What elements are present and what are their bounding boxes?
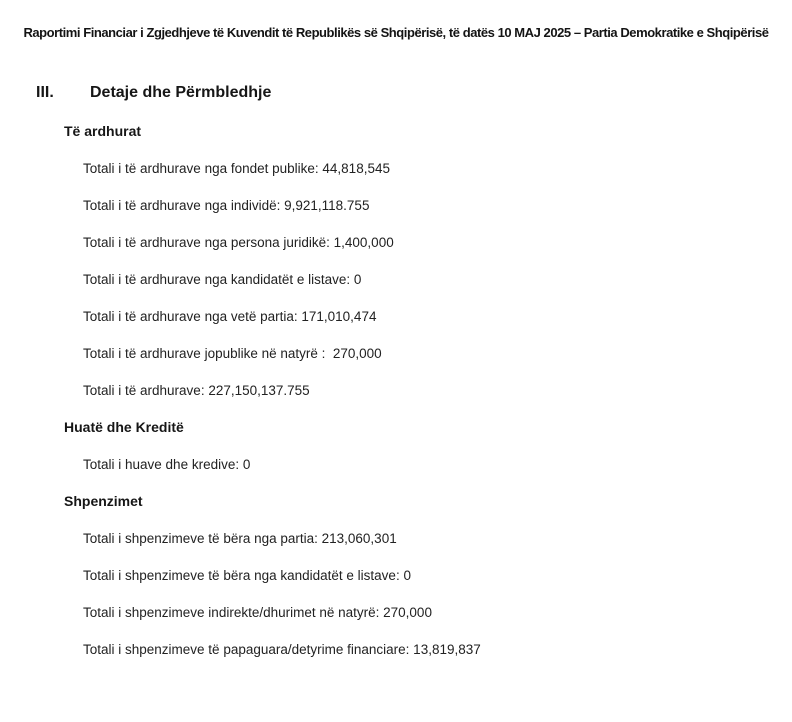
- report-line-total-revenues: Totali i të ardhurave: 227,150,137.755: [83, 383, 310, 398]
- report-line-individuals: Totali i të ardhurave nga individë: 9,921,118.755: [83, 198, 370, 213]
- report-line-legal-persons: Totali i të ardhurave nga persona juridikë: 1,400,000: [83, 235, 394, 250]
- main-section-heading: [36, 83, 792, 102]
- report-line-party-own: Totali i të ardhurave nga vetë partia: 171,010,474: [83, 309, 377, 324]
- subsection-heading-loans-credits: Huatë dhe Kreditë: [64, 419, 184, 435]
- subsection-heading-revenues: Të ardhurat: [64, 123, 142, 139]
- report-line-total-loans: Totali i huave dhe kredive: 0: [83, 457, 251, 472]
- report-line-list-candidates-revenue: Totali i të ardhurave nga kandidatët e listave: 0: [83, 272, 362, 287]
- report-line-expenses-unpaid-obligations: Totali i shpenzimeve të papaguara/detyrime financiare: 13,819,837: [83, 642, 481, 657]
- report-line-public-funds: Totali i të ardhurave nga fondet publike: 44,818,545: [83, 161, 390, 176]
- report-line-expenses-indirect-inkind: Totali i shpenzimeve indirekte/dhurimet në natyrë: 270,000: [83, 605, 432, 620]
- main-section-numeral: III.: [36, 84, 54, 101]
- report-line-expenses-party: Totali i shpenzimeve të bëra nga partia: 213,060,301: [83, 531, 397, 546]
- report-body: [0, 123, 792, 678]
- subsection-heading-expenses: Shpenzimet: [64, 493, 143, 509]
- main-section-title: Detaje dhe Përmbledhje: [90, 84, 272, 101]
- report-title: Raportimi Financiar i Zgjedhjeve të Kuvendit të Republikës së Shqipërisë, të datës 10 MAJ 2025 – Partia Demokratike e Shqipërisë: [23, 25, 769, 40]
- report-line-nonpublic-inkind: Totali i të ardhurave jopublike në natyrë : 270,000: [83, 346, 382, 361]
- report-line-expenses-list-candidates: Totali i shpenzimeve të bëra nga kandidatët e listave: 0: [83, 568, 411, 583]
